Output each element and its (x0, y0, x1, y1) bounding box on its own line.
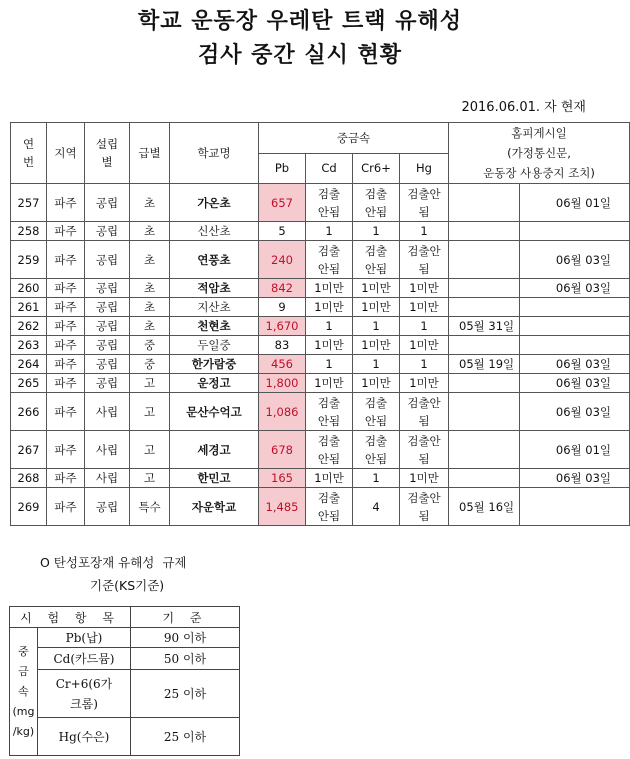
row-hg: 1미만 (400, 336, 449, 355)
criteria-item-cr6-text: Cr+6(6가 크롬) (55, 676, 113, 711)
row-region: 파주 (47, 355, 85, 374)
row-level: 초 (130, 279, 170, 298)
row-cr6: 1미만 (353, 374, 400, 393)
row-pb: 240 (259, 241, 306, 279)
row-hg: 1미만 (400, 298, 449, 317)
row-no: 268 (11, 469, 47, 488)
row-no: 258 (11, 222, 47, 241)
row-post-date2 (520, 336, 630, 355)
header-founding (85, 123, 130, 184)
criteria-group-label (10, 628, 38, 756)
row-region: 파주 (47, 431, 85, 469)
row-no: 263 (11, 336, 47, 355)
row-cd: 1 (306, 355, 353, 374)
criteria-item-pb: Pb(납) (38, 628, 131, 648)
row-level: 초 (130, 298, 170, 317)
row-level: 고 (130, 469, 170, 488)
row-post-date1 (449, 393, 520, 431)
criteria-std-cr6: 25 이하 (131, 670, 240, 718)
table-row (11, 184, 630, 222)
row-cd: 1미만 (306, 279, 353, 298)
row-hg: 검출안 됨 (400, 241, 449, 279)
row-level: 고 (130, 393, 170, 431)
table-row (11, 241, 630, 279)
header-founding-text: 설립 별 (95, 137, 119, 169)
row-no: 266 (11, 393, 47, 431)
row-founding: 공립 (85, 374, 130, 393)
row-cr6: 4 (353, 488, 400, 526)
row-founding: 공립 (85, 222, 130, 241)
row-founding: 공립 (85, 298, 130, 317)
row-cr6: 검출 안됨 (353, 431, 400, 469)
row-post-date2 (520, 222, 630, 241)
row-no: 261 (11, 298, 47, 317)
criteria-std-cd: 50 이하 (131, 648, 240, 670)
page-title-line1: 학교 운동장 우레탄 트랙 유해성 (138, 9, 462, 34)
row-no: 265 (11, 374, 47, 393)
header-pb: Pb (259, 153, 306, 184)
criteria-header-item: 시 험 항 목 (10, 607, 131, 628)
row-no: 257 (11, 184, 47, 222)
row-cr6: 1미만 (353, 279, 400, 298)
row-cd: 1미만 (306, 298, 353, 317)
row-cd: 1미만 (306, 469, 353, 488)
row-no: 260 (11, 279, 47, 298)
criteria-header-std: 기 준 (131, 607, 240, 628)
page-title-line2: 검사 중간 실시 현황 (198, 43, 402, 68)
note-line2: 기준(KS기준) (90, 578, 165, 593)
row-school: 자운학교 (170, 488, 259, 526)
row-hg: 검출안 됨 (400, 431, 449, 469)
row-cr6: 검출 안됨 (353, 393, 400, 431)
row-post-date1 (449, 374, 520, 393)
row-no: 264 (11, 355, 47, 374)
row-pb: 456 (259, 355, 306, 374)
row-cd: 검출 안됨 (306, 241, 353, 279)
row-cr6: 1미만 (353, 298, 400, 317)
criteria-std-pb: 90 이하 (131, 628, 240, 648)
row-post-date2 (520, 488, 630, 526)
table-row (11, 317, 630, 336)
row-post-date1 (449, 222, 520, 241)
row-hg: 1미만 (400, 279, 449, 298)
row-school: 적암초 (170, 279, 259, 298)
row-level: 중 (130, 336, 170, 355)
row-cr6: 1 (353, 317, 400, 336)
criteria-item-hg: Hg(수은) (38, 718, 131, 756)
row-no: 269 (11, 488, 47, 526)
row-post-date2: 06월 03일 (520, 355, 630, 374)
row-level: 초 (130, 184, 170, 222)
group-char: (mg (12, 704, 35, 718)
row-no: 267 (11, 431, 47, 469)
row-post-date2: 06월 03일 (520, 469, 630, 488)
row-pb: 1,800 (259, 374, 306, 393)
header-cr6: Cr6+ (353, 153, 400, 184)
row-post-date1 (449, 469, 520, 488)
row-level: 초 (130, 241, 170, 279)
header-homepage (449, 123, 630, 184)
row-founding: 사립 (85, 431, 130, 469)
row-post-date1: 05월 31일 (449, 317, 520, 336)
row-post-date1: 05월 19일 (449, 355, 520, 374)
row-pb: 1,086 (259, 393, 306, 431)
row-school: 한민고 (170, 469, 259, 488)
criteria-table (9, 606, 240, 756)
row-pb: 657 (259, 184, 306, 222)
row-cd: 검출 안됨 (306, 184, 353, 222)
row-level: 고 (130, 374, 170, 393)
row-region: 파주 (47, 279, 85, 298)
row-pb: 678 (259, 431, 306, 469)
row-post-date2: 06월 01일 (520, 184, 630, 222)
row-pb: 5 (259, 222, 306, 241)
row-region: 파주 (47, 469, 85, 488)
row-founding: 공립 (85, 488, 130, 526)
header-region: 지역 (47, 123, 85, 184)
row-school: 연풍초 (170, 241, 259, 279)
row-hg: 1 (400, 222, 449, 241)
row-school: 운정고 (170, 374, 259, 393)
row-school: 신산초 (170, 222, 259, 241)
group-char: 속 (18, 684, 29, 698)
row-hg: 1미만 (400, 374, 449, 393)
header-level: 급별 (130, 123, 170, 184)
note-line1: O 탄성포장재 유해성 규제 (40, 555, 187, 570)
row-school: 지산초 (170, 298, 259, 317)
table-row (11, 298, 630, 317)
row-hg: 검출안 됨 (400, 393, 449, 431)
row-post-date2: 06월 03일 (520, 279, 630, 298)
row-founding: 공립 (85, 336, 130, 355)
row-cd: 검출 안됨 (306, 431, 353, 469)
table-row (11, 336, 630, 355)
table-row (11, 393, 630, 431)
row-region: 파주 (47, 488, 85, 526)
row-cr6: 1 (353, 469, 400, 488)
header-cd: Cd (306, 153, 353, 184)
row-school: 두일중 (170, 336, 259, 355)
row-hg: 1 (400, 355, 449, 374)
row-no: 262 (11, 317, 47, 336)
header-metals: 중금속 (259, 123, 449, 154)
row-post-date1 (449, 336, 520, 355)
group-char: /kg) (12, 724, 35, 738)
table-row (11, 374, 630, 393)
row-founding: 공립 (85, 355, 130, 374)
row-hg: 검출안 됨 (400, 488, 449, 526)
row-cr6: 1 (353, 355, 400, 374)
row-post-date2: 06월 03일 (520, 393, 630, 431)
row-post-date1 (449, 184, 520, 222)
row-cd: 1 (306, 222, 353, 241)
row-pb: 9 (259, 298, 306, 317)
row-cd: 1미만 (306, 374, 353, 393)
row-region: 파주 (47, 393, 85, 431)
row-post-date1 (449, 241, 520, 279)
row-cr6: 검출 안됨 (353, 241, 400, 279)
table-row (11, 355, 630, 374)
group-char: 금 (18, 664, 29, 678)
row-pb: 1,485 (259, 488, 306, 526)
row-pb: 165 (259, 469, 306, 488)
row-post-date2 (520, 317, 630, 336)
row-level: 특수 (130, 488, 170, 526)
row-post-date2: 06월 03일 (520, 241, 630, 279)
row-cd: 1미만 (306, 336, 353, 355)
criteria-item-cr6 (38, 670, 131, 718)
header-no (11, 123, 47, 184)
row-region: 파주 (47, 336, 85, 355)
row-pb: 1,670 (259, 317, 306, 336)
row-region: 파주 (47, 222, 85, 241)
header-hg: Hg (400, 153, 449, 184)
row-post-date1 (449, 279, 520, 298)
row-region: 파주 (47, 241, 85, 279)
row-school: 천현초 (170, 317, 259, 336)
header-school: 학교명 (170, 123, 259, 184)
row-school: 세경고 (170, 431, 259, 469)
table-row (11, 279, 630, 298)
row-post-date1 (449, 431, 520, 469)
regulation-note (40, 551, 186, 597)
criteria-item-cd: Cd(카드뮴) (38, 648, 131, 670)
row-region: 파주 (47, 317, 85, 336)
row-founding: 공립 (85, 241, 130, 279)
row-region: 파주 (47, 374, 85, 393)
row-cd: 검출 안됨 (306, 488, 353, 526)
row-level: 초 (130, 317, 170, 336)
row-level: 초 (130, 222, 170, 241)
row-post-date1: 05월 16일 (449, 488, 520, 526)
inspection-table (10, 122, 630, 526)
row-founding: 사립 (85, 469, 130, 488)
row-cr6: 1 (353, 222, 400, 241)
table-row (11, 222, 630, 241)
row-founding: 공립 (85, 279, 130, 298)
row-pb: 83 (259, 336, 306, 355)
table-row (11, 431, 630, 469)
row-hg: 1미만 (400, 469, 449, 488)
header-homepage-text: 홈피게시일 (가정통신문, 운동장 사용중지 조치) (483, 126, 595, 180)
row-level: 중 (130, 355, 170, 374)
row-cr6: 검출 안됨 (353, 184, 400, 222)
row-level: 고 (130, 431, 170, 469)
row-post-date2: 06월 01일 (520, 431, 630, 469)
row-post-date1 (449, 298, 520, 317)
criteria-std-hg: 25 이하 (131, 718, 240, 756)
header-no-text: 연 번 (22, 137, 35, 169)
row-region: 파주 (47, 298, 85, 317)
row-school: 한가람중 (170, 355, 259, 374)
row-post-date2: 06월 03일 (520, 374, 630, 393)
group-char: 중 (18, 644, 29, 658)
row-no: 259 (11, 241, 47, 279)
as-of-date: 2016.06.01. 자 현재 (461, 100, 586, 115)
row-school: 문산수억고 (170, 393, 259, 431)
row-post-date2 (520, 298, 630, 317)
table-row (11, 488, 630, 526)
row-cr6: 1미만 (353, 336, 400, 355)
row-hg: 1 (400, 317, 449, 336)
row-founding: 공립 (85, 184, 130, 222)
row-founding: 사립 (85, 393, 130, 431)
table-row (11, 469, 630, 488)
row-pb: 842 (259, 279, 306, 298)
row-school: 가온초 (170, 184, 259, 222)
row-cd: 검출 안됨 (306, 393, 353, 431)
row-hg: 검출안 됨 (400, 184, 449, 222)
row-cd: 1 (306, 317, 353, 336)
row-founding: 공립 (85, 317, 130, 336)
row-region: 파주 (47, 184, 85, 222)
